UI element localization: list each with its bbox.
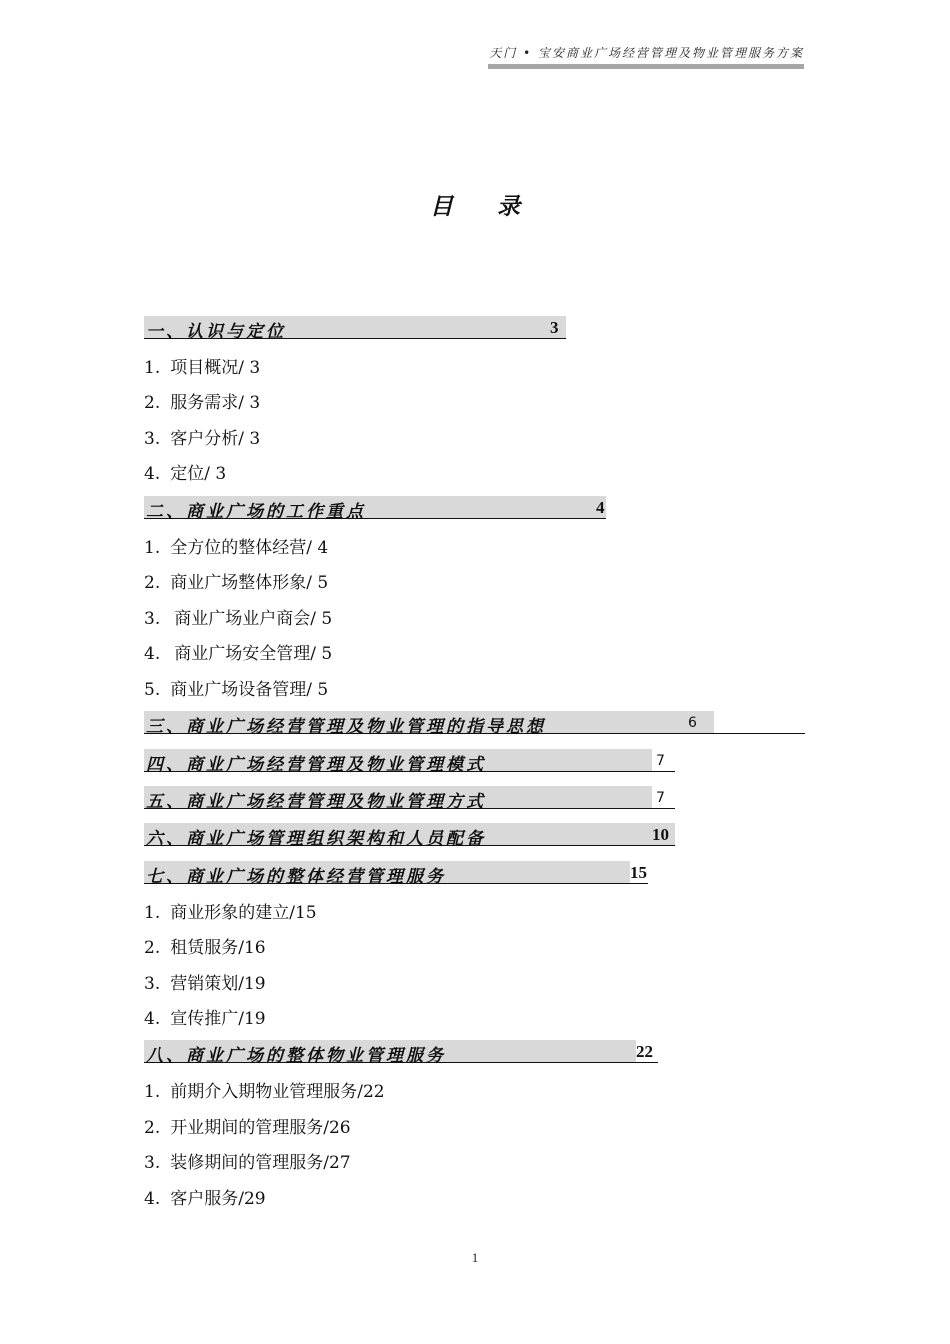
item-text: 营销策划/19 xyxy=(170,974,266,994)
toc-item[interactable] xyxy=(144,1004,266,1029)
toc-item[interactable] xyxy=(144,1077,385,1102)
toc-item[interactable] xyxy=(144,604,332,629)
section-page: 15 xyxy=(630,863,647,882)
item-text: 商业广场业户商会/ 5 xyxy=(174,609,333,629)
item-text: 客户服务/29 xyxy=(170,1189,266,1209)
section-title: 二、商业广场的工作重点 xyxy=(146,502,366,522)
item-number: 2. xyxy=(144,938,161,958)
section-title: 三、商业广场经营管理及物业管理的指导思想 xyxy=(146,717,546,737)
section-title: 六、商业广场管理组织架构和人员配备 xyxy=(146,829,486,849)
toc-item[interactable] xyxy=(144,969,266,994)
item-text: 全方位的整体经营/ 4 xyxy=(170,538,329,558)
section-title: 七、商业广场的整体经营管理服务 xyxy=(146,867,446,887)
toc-section-1[interactable] xyxy=(144,316,566,342)
item-text: 开业期间的管理服务/26 xyxy=(170,1118,351,1138)
section-page: 6 xyxy=(688,715,697,731)
item-text: 前期介入期物业管理服务/22 xyxy=(170,1082,385,1102)
page-number: 1 xyxy=(471,1250,479,1265)
toc-section-3[interactable] xyxy=(144,711,805,737)
item-number: 1. xyxy=(144,358,161,378)
toc-section-2[interactable] xyxy=(144,496,606,522)
section-title: 八、商业广场的整体物业管理服务 xyxy=(146,1046,446,1066)
toc-title: 目 录 xyxy=(429,194,538,220)
item-number: 2. xyxy=(144,393,161,413)
toc-item[interactable] xyxy=(144,639,332,664)
header-rule xyxy=(488,64,804,69)
item-text: 装修期间的管理服务/27 xyxy=(170,1153,351,1173)
header-title: 天门 • 宝安商业广场经营管理及物业管理服务方案 xyxy=(489,46,804,60)
toc-item[interactable] xyxy=(144,933,266,958)
item-number: 3. xyxy=(144,1153,161,1173)
toc-section-5[interactable] xyxy=(144,786,675,812)
toc-item[interactable] xyxy=(144,1148,351,1173)
item-text: 客户分析/ 3 xyxy=(170,429,261,449)
item-number: 4. xyxy=(144,1189,161,1209)
section-title: 一、认识与定位 xyxy=(146,322,286,342)
toc-section-4[interactable] xyxy=(144,749,675,775)
item-text: 项目概况/ 3 xyxy=(170,358,261,378)
toc-item[interactable] xyxy=(144,568,328,593)
toc-item[interactable] xyxy=(144,388,260,413)
item-number: 3. xyxy=(144,974,161,994)
item-text: 定位/ 3 xyxy=(170,464,227,484)
item-number: 4. xyxy=(144,644,161,664)
section-page: 4 xyxy=(596,498,605,517)
toc-section-7[interactable] xyxy=(144,861,648,887)
item-text: 商业广场整体形象/ 5 xyxy=(170,573,329,593)
item-number: 1. xyxy=(144,538,161,558)
section-page: 7 xyxy=(656,753,665,769)
toc-section-8[interactable] xyxy=(144,1040,658,1066)
section-page: 10 xyxy=(652,825,669,844)
toc-item[interactable] xyxy=(144,1184,266,1209)
item-number: 2. xyxy=(144,1118,161,1138)
item-number: 3. xyxy=(144,609,161,629)
section-page: 22 xyxy=(636,1042,653,1061)
item-text: 服务需求/ 3 xyxy=(170,393,261,413)
toc-item[interactable] xyxy=(144,459,226,484)
toc-section-6[interactable] xyxy=(144,823,675,849)
section-title: 五、商业广场经营管理及物业管理方式 xyxy=(146,792,486,812)
toc-item[interactable] xyxy=(144,533,328,558)
item-number: 4. xyxy=(144,464,161,484)
item-number: 4. xyxy=(144,1009,161,1029)
toc-item[interactable] xyxy=(144,353,260,378)
toc-item[interactable] xyxy=(144,898,317,923)
section-page: 7 xyxy=(656,790,665,806)
toc-item[interactable] xyxy=(144,1113,351,1138)
item-number: 3. xyxy=(144,429,161,449)
item-text: 商业广场安全管理/ 5 xyxy=(174,644,333,664)
item-number: 1. xyxy=(144,903,161,923)
section-page: 3 xyxy=(550,318,559,337)
item-number: 2. xyxy=(144,573,161,593)
item-text: 宣传推广/19 xyxy=(170,1009,266,1029)
item-text: 商业形象的建立/15 xyxy=(170,903,317,923)
toc-item[interactable] xyxy=(144,424,260,449)
item-text: 租赁服务/16 xyxy=(170,938,266,958)
item-text: 商业广场设备管理/ 5 xyxy=(170,680,329,700)
item-number: 1. xyxy=(144,1082,161,1102)
toc-item[interactable] xyxy=(144,675,328,700)
item-number: 5. xyxy=(144,680,161,700)
section-title: 四、商业广场经营管理及物业管理模式 xyxy=(146,755,486,775)
